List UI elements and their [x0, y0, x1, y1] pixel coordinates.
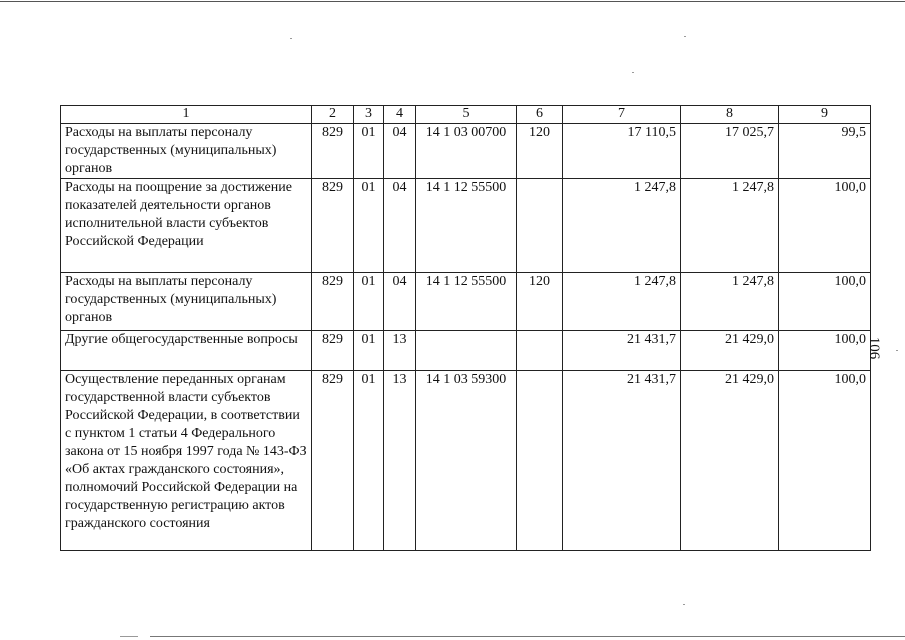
- table-row: [61, 331, 871, 371]
- table-row: [61, 179, 871, 273]
- row-vr: [517, 331, 563, 371]
- row-percent: 100,0: [779, 331, 871, 371]
- row-plan: 1 247,8: [563, 273, 681, 331]
- row-csr: [416, 331, 517, 371]
- row-percent: 99,5: [779, 124, 871, 179]
- row-plan: 21 431,7: [563, 331, 681, 371]
- column-header: 4: [384, 106, 416, 124]
- row-name: Расходы на выплаты персоналу государственных (муниципальных) органов: [61, 273, 312, 331]
- row-rz: 01: [354, 371, 384, 551]
- scan-speck: [683, 604, 685, 605]
- row-pr: 04: [384, 179, 416, 273]
- row-percent: 100,0: [779, 179, 871, 273]
- row-rz: 01: [354, 179, 384, 273]
- page-border-bottom-fragment: [120, 636, 138, 637]
- row-csr: 14 1 03 00700: [416, 124, 517, 179]
- column-header: 9: [779, 106, 871, 124]
- row-plan: 21 431,7: [563, 371, 681, 551]
- page-border-top: [0, 1, 905, 2]
- column-header: 6: [517, 106, 563, 124]
- row-name: Расходы на поощрение за достижение показателей деятельности органов исполнительной власти субъектов Российской Федерации: [61, 179, 312, 273]
- row-fact: 21 429,0: [681, 371, 779, 551]
- row-ved: 829: [312, 179, 354, 273]
- row-vr: 120: [517, 273, 563, 331]
- row-vr: [517, 179, 563, 273]
- column-header: 8: [681, 106, 779, 124]
- page-number: 106: [866, 336, 882, 360]
- row-name: Другие общегосударственные вопросы: [61, 331, 312, 371]
- scan-speck: [684, 36, 686, 37]
- row-rz: 01: [354, 273, 384, 331]
- row-csr: 14 1 03 59300: [416, 371, 517, 551]
- row-ved: 829: [312, 331, 354, 371]
- page-border-bottom: [150, 636, 905, 637]
- scan-speck: [896, 350, 898, 351]
- row-ved: 829: [312, 124, 354, 179]
- row-percent: 100,0: [779, 273, 871, 331]
- budget-execution-table: [60, 105, 871, 551]
- row-name: Расходы на выплаты персоналу государственных (муниципальных) органов: [61, 124, 312, 179]
- table-row: [61, 124, 871, 179]
- row-vr: [517, 371, 563, 551]
- column-header: 2: [312, 106, 354, 124]
- row-rz: 01: [354, 124, 384, 179]
- row-fact: 21 429,0: [681, 331, 779, 371]
- scan-speck: [632, 72, 634, 73]
- row-fact: 1 247,8: [681, 179, 779, 273]
- column-header: 5: [416, 106, 517, 124]
- row-plan: 1 247,8: [563, 179, 681, 273]
- row-csr: 14 1 12 55500: [416, 179, 517, 273]
- row-plan: 17 110,5: [563, 124, 681, 179]
- table-row: [61, 371, 871, 551]
- row-pr: 13: [384, 331, 416, 371]
- table-header-row: [61, 106, 871, 124]
- column-header: 7: [563, 106, 681, 124]
- row-percent: 100,0: [779, 371, 871, 551]
- row-name: Осуществление переданных органам государственной власти субъектов Российской Федерации, в соответствии с пунктом 1 статьи 4 Федерального закона от 15 ноября 1997 года № 143-ФЗ «Об актах гражданского состояния», полномочий Российской Федерации на государственную регистрацию актов гражданского состояния: [61, 371, 312, 551]
- row-ved: 829: [312, 273, 354, 331]
- row-pr: 13: [384, 371, 416, 551]
- row-ved: 829: [312, 371, 354, 551]
- row-fact: 17 025,7: [681, 124, 779, 179]
- table-row: [61, 273, 871, 331]
- row-vr: 120: [517, 124, 563, 179]
- column-header: 3: [354, 106, 384, 124]
- row-rz: 01: [354, 331, 384, 371]
- row-fact: 1 247,8: [681, 273, 779, 331]
- scan-speck: [290, 38, 292, 39]
- row-csr: 14 1 12 55500: [416, 273, 517, 331]
- row-pr: 04: [384, 273, 416, 331]
- column-header: 1: [61, 106, 312, 124]
- row-pr: 04: [384, 124, 416, 179]
